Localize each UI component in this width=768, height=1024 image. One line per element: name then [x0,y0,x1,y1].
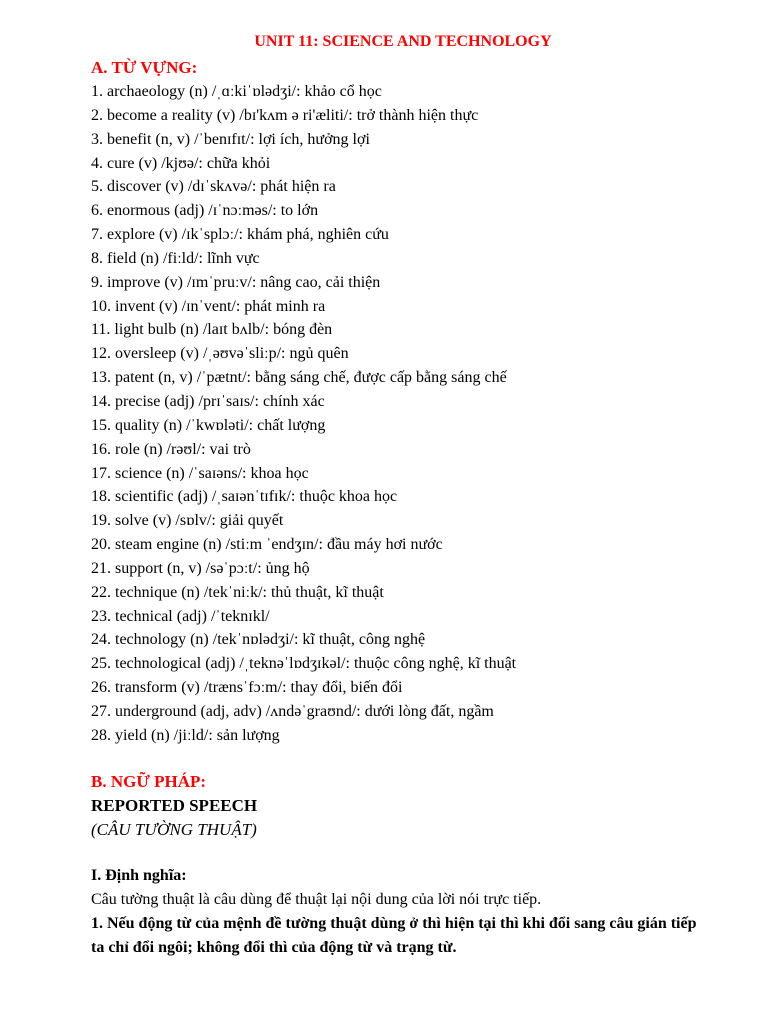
vocab-item: 17. science (n) /ˈsaɪəns/: khoa học [91,464,309,482]
definition-heading: I. Định nghĩa: [91,867,187,884]
vocab-item: 23. technical (adj) /ˈteknɪkl/ [91,607,270,625]
grammar-rule-1: 1. Nếu động từ của mệnh đề tường thuật dùng ở thì hiện tại thì khi đổi sang câu gián tiếp ta chỉ đổi ngôi; không đổi thì của động từ và trạng từ. [91,915,697,956]
section-heading-vocabulary: A. TỪ VỰNG: [91,58,198,77]
vocab-item: 27. underground (adj, adv) /ʌndəˈgraʊnd/: dưới lòng đất, ngầm [91,702,494,720]
grammar-topic-title: REPORTED SPEECH [91,796,258,815]
vocab-item: 19. solve (v) /sɒlv/: giải quyết [91,512,284,530]
vocab-item: 28. yield (n) /jiːld/: sản lượng [91,726,280,744]
vocab-item: 1. archaeology (n) /ˌɑːkiˈɒlədʒi/: khảo cổ học [91,83,382,100]
vocab-item: 6. enormous (adj) /ɪˈnɔːməs/: to lớn [91,202,319,220]
vocab-item: 12. oversleep (v) /ˌəʊvəˈsliːp/: ngủ quên [91,345,349,363]
vocab-item: 14. precise (adj) /prɪˈsaɪs/: chính xác [91,392,325,410]
vocabulary-list [91,80,516,748]
vocab-item: 7. explore (v) /ɪkˈsplɔː/: khám phá, nghiên cứu [91,226,389,244]
vocab-item: 24. technology (n) /tekˈnɒlədʒi/: kĩ thuật, công nghệ [91,631,426,649]
vocab-item: 13. patent (n, v) /ˈpætnt/: bằng sáng chế, được cấp bằng sáng chế [91,369,507,387]
vocab-item: 3. benefit (n, v) /ˈbenɪfɪt/: lợi ích, hưởng lợi [91,130,370,148]
grammar-topic-translation: (CÂU TƯỜNG THUẬT) [91,820,257,839]
vocab-item: 10. invent (v) /ɪnˈvent/: phát minh ra [91,297,326,315]
vocab-item: 22. technique (n) /tekˈniːk/: thủ thuật, kĩ thuật [91,583,384,601]
vocab-item: 26. transform (v) /trænsˈfɔːm/: thay đổi, biến đổi [91,679,403,697]
section-heading-grammar: B. NGỮ PHÁP: [91,772,207,791]
vocab-item: 2. become a reality (v) /bɪ'kʌm ə ri'æliti/: trở thành hiện thực [91,106,479,124]
vocab-item: 25. technological (adj) /ˌteknəˈlɒdʒɪkəl/: thuộc công nghệ, kĩ thuật [91,655,517,673]
vocab-item: 5. discover (v) /dɪˈskʌvə/: phát hiện ra [91,178,336,196]
vocab-item: 9. improve (v) /ɪmˈpruːv/: nâng cao, cải thiện [91,273,381,291]
vocab-item: 4. cure (v) /kjʊə/: chữa khỏi [91,154,271,172]
vocab-item: 21. support (n, v) /səˈpɔːt/: ủng hộ [91,559,310,577]
vocab-item: 15. quality (n) /ˈkwɒləti/: chất lượng [91,416,326,434]
vocab-item: 20. steam engine (n) /stiːm ˈendʒɪn/: đầu máy hơi nước [91,536,443,554]
vocab-item: 18. scientific (adj) /ˌsaɪənˈtɪfɪk/: thuộc khoa học [91,488,398,506]
vocab-item: 16. role (n) /rəʊl/: vai trò [91,440,251,458]
vocab-item: 11. light bulb (n) /laɪt bʌlb/: bóng đèn [91,321,333,339]
page-title: UNIT 11: SCIENCE AND TECHNOLOGY [254,33,552,50]
vocab-item: 8. field (n) /fiːld/: lĩnh vực [91,249,260,267]
definition-text: Câu tường thuật là câu dùng để thuật lại nội dung của lời nói trực tiếp. [91,891,542,908]
